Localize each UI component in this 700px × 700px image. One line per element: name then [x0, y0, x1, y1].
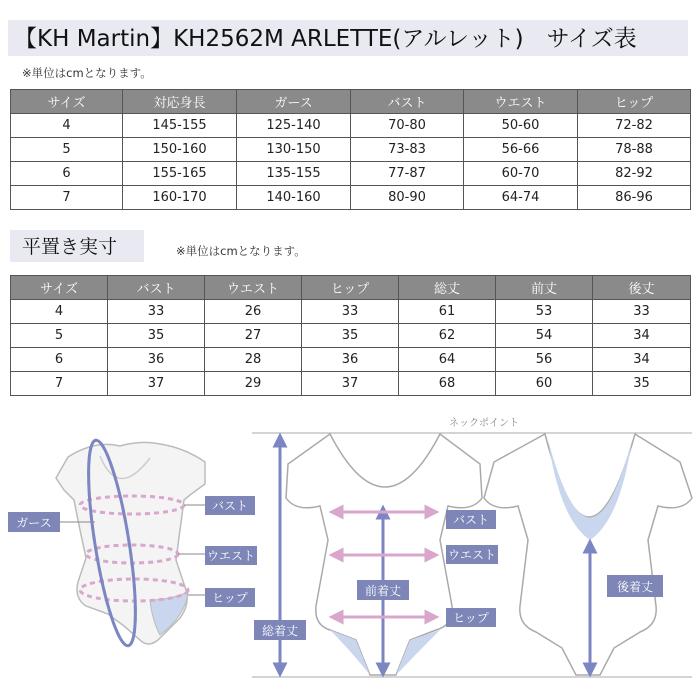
size-table	[10, 89, 691, 210]
total-length-label: 総着丈	[261, 624, 299, 638]
table-cell: 33	[108, 300, 205, 324]
flat-table-header-row	[11, 276, 691, 300]
table-cell: 33	[302, 300, 399, 324]
header-cell: ヒップ	[302, 276, 399, 300]
table-cell: 5	[11, 324, 108, 348]
table-cell: 62	[399, 324, 496, 348]
table-cell: 155-165	[123, 162, 237, 186]
table-cell: 70-80	[351, 114, 464, 138]
table-cell: 37	[302, 372, 399, 396]
header-cell: ヒップ	[578, 90, 691, 114]
table-cell: 61	[399, 300, 496, 324]
left-bust-label: バスト	[211, 499, 249, 513]
header-cell: 後丈	[593, 276, 691, 300]
table-row	[11, 348, 691, 372]
table-cell: 160-170	[123, 186, 237, 210]
table-cell: 78-88	[578, 138, 691, 162]
header-cell: 前丈	[496, 276, 593, 300]
table-cell: 73-83	[351, 138, 464, 162]
size-table-note: ※単位はcmとなります。	[22, 66, 152, 80]
table-cell: 35	[108, 324, 205, 348]
header-cell: ガース	[237, 90, 351, 114]
table-cell: 7	[11, 372, 108, 396]
table-row	[11, 324, 691, 348]
table-cell: 7	[11, 186, 123, 210]
size-table-header-row	[11, 90, 691, 114]
table-cell: 60	[496, 372, 593, 396]
table-row	[11, 372, 691, 396]
header-cell: バスト	[351, 90, 464, 114]
leotard-3d-illustration	[56, 438, 205, 649]
flat-table	[10, 275, 691, 396]
table-cell: 29	[205, 372, 302, 396]
left-waist-label: ウエスト	[206, 549, 256, 563]
table-cell: 36	[108, 348, 205, 372]
front-hip-label: ヒップ	[453, 611, 489, 625]
table-row	[11, 138, 691, 162]
table-cell: 34	[593, 324, 691, 348]
table-cell: 54	[496, 324, 593, 348]
table-row	[11, 114, 691, 138]
left-hip-label: ヒップ	[212, 591, 248, 605]
table-cell: 4	[11, 114, 123, 138]
table-cell: 36	[302, 348, 399, 372]
header-cell: サイズ	[11, 276, 108, 300]
table-cell: 37	[108, 372, 205, 396]
girth-label: ガース	[16, 516, 52, 530]
table-cell: 72-82	[578, 114, 691, 138]
table-cell: 60-70	[464, 162, 578, 186]
table-cell: 35	[302, 324, 399, 348]
flat-heading: 平置き実寸	[22, 236, 118, 258]
table-cell: 28	[205, 348, 302, 372]
back-flat-illustration	[484, 434, 692, 675]
table-cell: 125-140	[237, 114, 351, 138]
table-row	[11, 162, 691, 186]
table-cell: 53	[496, 300, 593, 324]
table-cell: 86-96	[578, 186, 691, 210]
table-cell: 34	[593, 348, 691, 372]
table-cell: 6	[11, 162, 123, 186]
table-cell: 77-87	[351, 162, 464, 186]
header-cell: ウエスト	[464, 90, 578, 114]
table-cell: 145-155	[123, 114, 237, 138]
table-cell: 140-160	[237, 186, 351, 210]
neck-point-label: ネックポイント	[449, 418, 519, 429]
header-cell: ウエスト	[205, 276, 302, 300]
table-cell: 4	[11, 300, 108, 324]
table-cell: 68	[399, 372, 496, 396]
flat-table-note: ※単位はcmとなります。	[176, 244, 306, 258]
table-cell: 130-150	[237, 138, 351, 162]
table-cell: 26	[205, 300, 302, 324]
front-length-label: 前着丈	[364, 584, 402, 598]
table-cell: 82-92	[578, 162, 691, 186]
table-cell: 27	[205, 324, 302, 348]
table-cell: 64	[399, 348, 496, 372]
measurement-diagram	[0, 405, 700, 700]
table-cell: 50-60	[464, 114, 578, 138]
table-row	[11, 300, 691, 324]
table-cell: 56-66	[464, 138, 578, 162]
back-length-label: 後着丈	[616, 580, 654, 594]
front-waist-label: ウエスト	[447, 548, 497, 562]
table-cell: 33	[593, 300, 691, 324]
table-cell: 150-160	[123, 138, 237, 162]
table-cell: 80-90	[351, 186, 464, 210]
table-cell: 135-155	[237, 162, 351, 186]
front-bust-label: バスト	[452, 513, 490, 527]
header-cell: 総丈	[399, 276, 496, 300]
table-cell: 5	[11, 138, 123, 162]
header-cell: バスト	[108, 276, 205, 300]
page-title: 【KH Martin】KH2562M ARLETTE(アルレット) サイズ表	[14, 26, 637, 52]
table-cell: 64-74	[464, 186, 578, 210]
table-cell: 56	[496, 348, 593, 372]
table-cell: 35	[593, 372, 691, 396]
table-cell: 6	[11, 348, 108, 372]
header-cell: 対応身長	[123, 90, 237, 114]
table-row	[11, 186, 691, 210]
header-cell: サイズ	[11, 90, 123, 114]
